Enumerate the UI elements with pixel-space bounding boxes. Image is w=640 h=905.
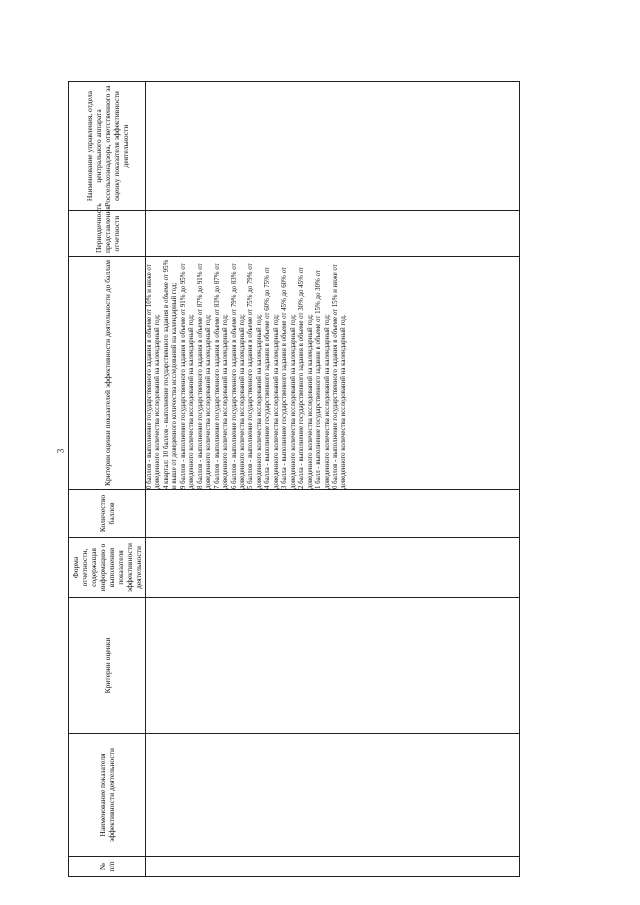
criteria-line: 6 баллов - выполнение государственного задания в объеме от 79% до 83% от доведенного количества исследований на календарный год; (230, 263, 246, 489)
cell-points-count (146, 490, 520, 538)
table-header-row (69, 82, 146, 877)
criteria-line: 0 баллов - выполнение государственного задания в объеме от 15% и ниже от доведенного количества исследований на календарный год. (331, 264, 348, 489)
criteria-line: 0 баллов - выполнение государственного задания в объеме от 10% и ниже от доведенного количества исследований на календарный год; (146, 264, 162, 489)
cell-criteria (146, 598, 520, 734)
header-points-count: Количество баллов (69, 490, 146, 538)
criteria-line: 1 балл - выполнение государственного задания в объеме от 15% до 30% от доведенного количества исследований на календарный год; (315, 270, 331, 489)
criteria-line: 4 балла - выполнение государственного задания в объеме от 60% до 75% от доведенного количества исследований на календарный год; (264, 267, 280, 489)
header-report-form: Форма отчетности, содержащая информацию о выполнении показателя эффективности деятельности (69, 538, 146, 598)
rotated-table-wrapper (68, 82, 520, 877)
header-periodicity: Периодичность представления отчетности (69, 211, 146, 257)
criteria-line: 7 баллов - выполнение государственного задания в объеме от 83% до 87% от доведенного количества исследований на календарный год; (213, 263, 230, 489)
criteria-line: 3 балла - выполнение государственного задания в объеме от 45% до 60% от доведенного количества исследований на календарный год; (281, 267, 297, 489)
header-criteria-points: Критерии оценки показателей эффективности деятельности до баллам (69, 257, 146, 490)
header-indicator-name: Наименование показателя эффективности деятельности (69, 734, 146, 857)
header-criteria: Критерии оценки (69, 598, 146, 734)
header-responsible: Наименование управления, отдела центрального аппарата Россельхознадзора, ответственного за оценку показателя эффективности деятельности (69, 82, 146, 211)
criteria-line: 2 балла - выполнение государственного задания в объеме от 30% до 45% от доведенного количества исследований на календарный год; (298, 267, 314, 489)
criteria-line: 8 баллов - выполнение государственного задания в объеме от 87% до 91% от доведенного количества исследований на календарный год; (196, 263, 213, 489)
indicator-table (68, 81, 520, 877)
cell-criteria-points (146, 257, 520, 490)
header-num: № п/п (69, 857, 146, 877)
table-row (146, 82, 520, 877)
cell-indicator-name (146, 734, 520, 857)
cell-num (146, 857, 520, 877)
cell-report-form (146, 538, 520, 598)
criteria-line: 4 квартал: 10 баллов - выполнение государственного задания в объеме от 95% и выше от доведенного количества исследований на календарный год; (162, 259, 179, 489)
cell-responsible (146, 82, 520, 211)
criteria-line: 9 баллов - выполнение государственного задания в объеме от 91% до 95% от доведенного количества исследований на календарный год; (179, 263, 196, 489)
criteria-line: 5 баллов - выполнение государственного задания в объеме от 75% до 79% от доведенного количества исследований на календарный год; (247, 263, 263, 489)
cell-periodicity (146, 211, 520, 257)
page-number: 3 (55, 448, 66, 454)
